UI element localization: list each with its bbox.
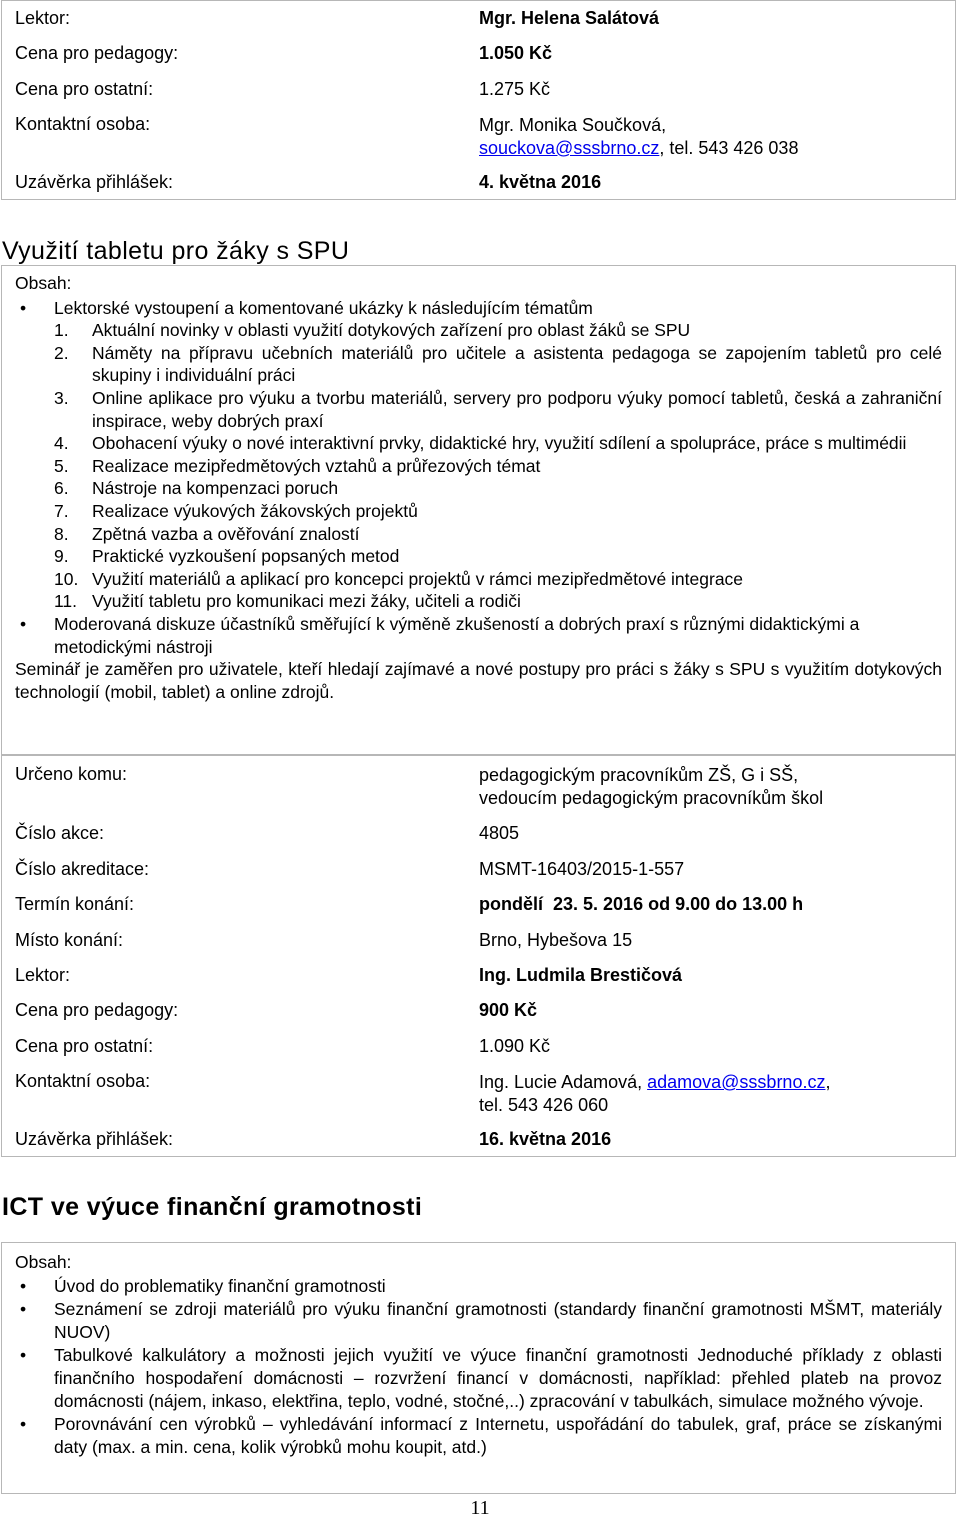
info-label: Kontaktní osoba: [15, 114, 151, 134]
info-value: 1.050 Kč [479, 43, 553, 63]
topic-text: Online aplikace pro výuku a tvorbu materiálů, servery pro podporu výuky pomocí tabletů, česká a zahraniční inspirace, weby dobrých praxí [92, 387, 942, 431]
topic-text: Využití materiálů a aplikací pro koncepci projektů v rámci mezipředmětové integrace [92, 568, 744, 589]
topic-number: 3. [54, 387, 69, 408]
list-item: • Úvod do problematiky finanční gramotnosti [15, 1275, 942, 1298]
numbered-topic [15, 590, 942, 613]
page-number: 11 [470, 1497, 490, 1519]
list-item: • Lektorské vystoupení a komentované ukázky k následujícím tématům [15, 297, 942, 320]
topic-text: Zpětná vazba a ověřování znalostí [92, 523, 360, 544]
topic-text: Obohacení výuky o nové interaktivní prvky, didaktické hry, využití sdílení a spolupráce, práce s multimédii [92, 433, 907, 454]
info-row-cislo-akce [2, 823, 955, 844]
list-item: • Seznámení se zdroji materiálů pro výuku finanční gramotnosti (standardy finanční gramotnosti MŠMT, materiály NUOV) [15, 1298, 942, 1343]
topic-text: Náměty na přípravu učebních materiálů pro učitele a asistenta pedagoga se zapojením tabletů pro celé skupiny i individuální práci [92, 342, 942, 386]
list-item: • Porovnávání cen výrobků – vyhledávání informací z Internetu, uspořádání do tabulek, graf, práce se získanými daty (max. a min. cena, kolik výrobků mohu koupit, atd.) [15, 1413, 942, 1458]
info-label: Cena pro ostatní: [15, 79, 154, 99]
info-label: Uzávěrka přihlášek: [15, 1129, 174, 1149]
numbered-topic [15, 455, 942, 478]
contact-name: Mgr. Monika Součková, [479, 115, 667, 135]
info-row-termin [2, 894, 955, 915]
contact-tel: tel. 543 426 060 [479, 1095, 609, 1115]
info-label: Lektor: [15, 8, 71, 28]
info-row-kontakt [2, 1071, 955, 1117]
numbered-topic [15, 342, 942, 387]
info-value: 1.090 Kč [479, 1036, 551, 1056]
info-label: Lektor: [15, 965, 71, 985]
info-value: 4. května 2016 [479, 172, 602, 192]
topic-text: Využití tabletu pro komunikaci mezi žáky, učiteli a rodiči [92, 591, 521, 612]
topic-list [15, 1275, 942, 1459]
topic-number: 4. [54, 433, 69, 454]
info-value: 16. května 2016 [479, 1129, 612, 1149]
info-value: 1.275 Kč [479, 79, 551, 99]
info-label: Cena pro pedagogy: [15, 43, 179, 63]
topic-text: Aktuální novinky v oblasti využití dotykových zařízení pro oblast žáků se SPU [92, 320, 691, 341]
contact-email-link[interactable]: souckova@sssbrno.cz [479, 138, 660, 158]
info-label: Cena pro ostatní: [15, 1036, 154, 1056]
course1-content [1, 265, 956, 755]
course1-info-table [1, 755, 956, 1157]
numbered-topic [15, 545, 942, 568]
info-label: Číslo akce: [15, 823, 105, 843]
info-label: Termín konání: [15, 894, 135, 914]
urceno-line: pedagogickým pracovníkům ZŠ, G i SŠ, [479, 765, 799, 785]
numbered-topic [15, 500, 942, 523]
topic-number: 9. [54, 546, 69, 567]
info-value: Brno, Hybešova 15 [479, 930, 633, 950]
numbered-topic [15, 319, 942, 342]
info-label: Cena pro pedagogy: [15, 1000, 179, 1020]
info-value [479, 1071, 955, 1117]
info-row-cena-ostatni [2, 1036, 955, 1057]
info-row-uzaverka [2, 172, 955, 193]
obsah-label: Obsah: [15, 273, 72, 293]
info-row-cena-ostatni [2, 79, 955, 100]
info-row-misto [2, 930, 955, 951]
contact-email-link[interactable]: adamova@sssbrno.cz [647, 1072, 826, 1092]
info-row-akreditace [2, 859, 955, 880]
contact-comma: , [825, 1072, 831, 1092]
course2-content [1, 1242, 956, 1494]
numbered-topic [15, 387, 942, 432]
info-value [479, 114, 955, 160]
info-value: MSMT-16403/2015-1-557 [479, 859, 685, 879]
info-value: pondělí 23. 5. 2016 od 9.00 do 13.00 h [479, 894, 804, 914]
seminar-summary: Seminář je zaměřen pro uživatele, kteří hledají zajímavé a nové postupy pro práci s žáky s SPU s využitím dotykových technologií (mobil, tablet) a online zdrojů. [15, 659, 942, 702]
info-row-uzaverka [2, 1129, 955, 1150]
topic-text: Realizace mezipředmětových vztahů a průřezových témat [92, 455, 541, 476]
list-item: • Moderovaná diskuze účastníků směřující k výměně zkušeností a dobrých praxí s různými didaktickými a metodickými nástroji [15, 613, 942, 658]
topic-list [15, 319, 942, 613]
info-label: Kontaktní osoba: [15, 1071, 151, 1091]
topic-number: 2. [54, 342, 69, 363]
info-label: Uzávěrka přihlášek: [15, 172, 174, 192]
info-value: 4805 [479, 823, 520, 843]
info-row-kontakt [2, 114, 955, 160]
top-info-table [1, 0, 956, 200]
obsah-label: Obsah: [15, 1252, 72, 1272]
topic-number: 5. [54, 455, 69, 476]
topic-number: 6. [54, 478, 69, 499]
numbered-topic [15, 477, 942, 500]
info-value: Mgr. Helena Salátová [479, 8, 660, 28]
list-item: • Tabulkové kalkulátory a možnosti jejich využití ve výuce finanční gramotnosti Jednoduché příklady z oblasti finančního hospodaření domácnosti – rozvržení financí v domácnosti, například: přehled plateb na provoz domácnosti (nájem, inkaso, elektřina, teplo, vodné, stočné,..) zpracování v tabulkách, simulace možného vývoje. [15, 1344, 942, 1412]
topic-text: Praktické vyzkoušení popsaných metod [92, 546, 400, 567]
urceno-line: vedoucím pedagogickým pracovníkům škol [479, 788, 824, 808]
info-label: Určeno komu: [15, 764, 128, 784]
info-row-cena-pedagogy [2, 43, 955, 64]
numbered-topic [15, 523, 942, 546]
info-row-lektor [2, 965, 955, 986]
contact-tel: , tel. 543 426 038 [659, 138, 799, 158]
course1-title: Využití tabletu pro žáky s SPU [2, 237, 350, 265]
topic-number: 7. [54, 500, 69, 521]
info-value: Ing. Ludmila Brestičová [479, 965, 683, 985]
course2-title: ICT ve výuce finanční gramotnosti [2, 1193, 423, 1221]
info-value [479, 764, 955, 810]
info-row-urceno [2, 764, 955, 810]
numbered-topic [15, 568, 942, 591]
topic-number: 11. [54, 591, 78, 612]
topic-text: Nástroje na kompenzaci poruch [92, 478, 339, 499]
info-value: 900 Kč [479, 1000, 538, 1020]
topic-number: 10. [54, 568, 79, 589]
topic-number: 1. [54, 320, 69, 341]
contact-name: Ing. Lucie Adamová, [479, 1072, 648, 1092]
info-row-lektor [2, 8, 955, 29]
info-row-cena-pedagogy [2, 1000, 955, 1021]
numbered-topic [15, 432, 942, 455]
topic-text: Realizace výukových žákovských projektů [92, 500, 418, 521]
topic-number: 8. [54, 523, 69, 544]
info-label: Místo konání: [15, 930, 124, 950]
info-label: Číslo akreditace: [15, 859, 150, 879]
